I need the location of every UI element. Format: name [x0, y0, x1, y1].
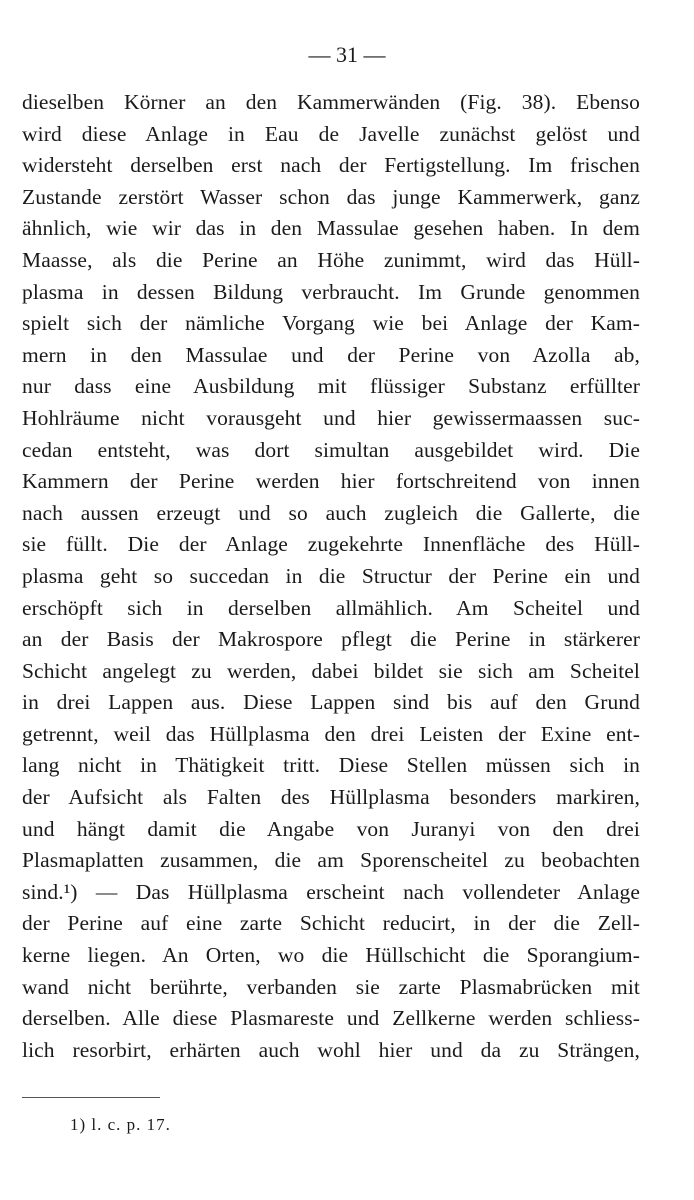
text-line: Zustande zerstört Wasser schon das junge Kammerwerk, ganz [22, 184, 640, 209]
text-line: erschöpft sich in derselben allmählich. Am Scheitel und [22, 595, 640, 620]
page-number: — 31 — [308, 42, 386, 67]
footnote-divider [22, 1097, 160, 1098]
text-line: lich resorbirt, erhärten auch wohl hier und da zu Strängen, [22, 1037, 640, 1062]
text-line: an der Basis der Makrospore pflegt die Perine in stärkerer [22, 627, 640, 652]
text-line: wird diese Anlage in Eau de Javelle zunächst gelöst und [22, 121, 640, 146]
text-line: spielt sich der nämliche Vorgang wie bei Anlage der Kam- [22, 311, 640, 336]
text-line: sind.¹) — Das Hüllplasma erscheint nach vollendeter Anlage [22, 879, 640, 904]
text-line: plasma geht so succedan in die Structur der Perine ein und [22, 563, 640, 588]
text-line: Maasse, als die Perine an Höhe zunimmt, wird das Hüll- [22, 247, 640, 272]
text-line: der Aufsicht als Falten des Hüllplasma besonders markiren, [22, 785, 640, 810]
text-line: nur dass eine Ausbildung mit flüssiger Substanz erfüllter [22, 374, 640, 399]
text-line: plasma in dessen Bildung verbraucht. Im Grunde genommen [22, 279, 640, 304]
text-line: Plasmaplatten zusammen, die am Sporenscheitel zu beobachten [22, 848, 640, 873]
footnote: 1) l. c. p. 17. [70, 1115, 171, 1134]
text-line: der Perine auf eine zarte Schicht reducirt, in der die Zell- [22, 911, 640, 936]
text-line: mern in den Massulae und der Perine von Azolla ab, [22, 342, 640, 367]
text-line: derselben. Alle diese Plasmareste und Zellkerne werden schliess- [22, 1006, 640, 1031]
text-line: Schicht angelegt zu werden, dabei bildet sie sich am Scheitel [22, 658, 640, 683]
text-line: getrennt, weil das Hüllplasma den drei Leisten der Exine ent- [22, 721, 640, 746]
text-line: nach aussen erzeugt und so auch zugleich die Gallerte, die [22, 500, 640, 525]
text-line: wand nicht berührte, verbanden sie zarte Plasmabrücken mit [22, 974, 640, 999]
text-line: Hohlräume nicht vorausgeht und hier gewissermaassen suc- [22, 405, 640, 430]
text-line: ähnlich, wie wir das in den Massulae gesehen haben. In dem [22, 216, 640, 241]
text-line: widersteht derselben erst nach der Fertigstellung. Im frischen [22, 153, 640, 178]
body-text [22, 87, 640, 1066]
text-line: sie füllt. Die der Anlage zugekehrte Innenfläche des Hüll- [22, 532, 640, 557]
text-line: cedan entsteht, was dort simultan ausgebildet wird. Die [22, 437, 640, 462]
text-line: Kammern der Perine werden hier fortschreitend von innen [22, 469, 640, 494]
text-line: und hängt damit die Angabe von Juranyi von den drei [22, 816, 640, 841]
text-line: in drei Lappen aus. Diese Lappen sind bis auf den Grund [22, 690, 640, 715]
text-line: kerne liegen. An Orten, wo die Hüllschicht die Sporangium- [22, 943, 640, 968]
text-line: lang nicht in Thätigkeit tritt. Diese Stellen müssen sich in [22, 753, 640, 778]
text-line: dieselben Körner an den Kammerwänden (Fig. 38). Ebenso [22, 90, 640, 114]
